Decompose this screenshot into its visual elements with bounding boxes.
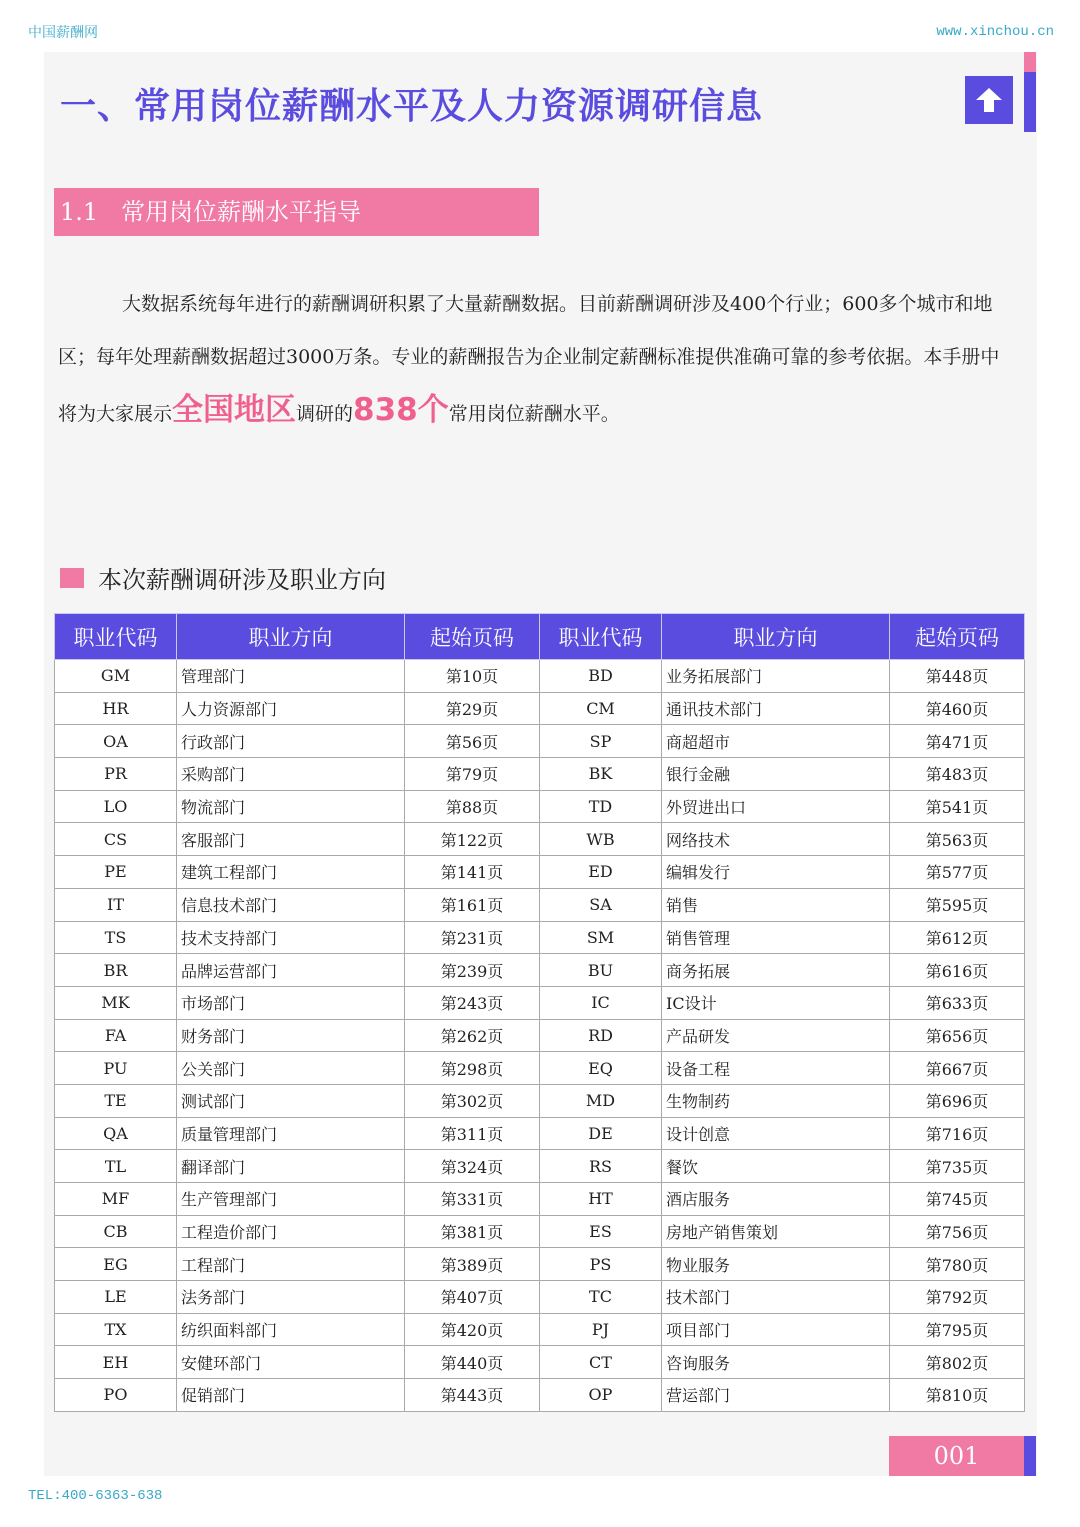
cell-direction: 酒店服务	[662, 1183, 890, 1216]
cell-code: CM	[540, 692, 662, 725]
cell-page: 第810页	[890, 1379, 1025, 1412]
cell-page: 第667页	[890, 1052, 1025, 1085]
table-row	[55, 1084, 1025, 1117]
cell-direction: 通讯技术部门	[662, 692, 890, 725]
cell-code: GM	[55, 660, 177, 693]
cell-code: RS	[540, 1150, 662, 1183]
cell-direction: 银行金融	[662, 758, 890, 791]
cell-page: 第29页	[405, 692, 540, 725]
cell-page: 第802页	[890, 1346, 1025, 1379]
cell-page: 第440页	[405, 1346, 540, 1379]
cell-direction: IC设计	[662, 986, 890, 1019]
cell-page: 第595页	[890, 888, 1025, 921]
cell-code: EH	[55, 1346, 177, 1379]
cell-page: 第716页	[890, 1117, 1025, 1150]
cell-direction: 网络技术	[662, 823, 890, 856]
cell-page: 第239页	[405, 954, 540, 987]
cell-code: MD	[540, 1084, 662, 1117]
cell-code: PU	[55, 1052, 177, 1085]
table-row	[55, 1281, 1025, 1314]
cell-page: 第231页	[405, 921, 540, 954]
cell-direction: 营运部门	[662, 1379, 890, 1412]
cell-code: PS	[540, 1248, 662, 1281]
header-page-2: 起始页码	[890, 614, 1025, 660]
career-direction-table	[54, 613, 1025, 1412]
table-row	[55, 790, 1025, 823]
cell-page: 第262页	[405, 1019, 540, 1052]
cell-page: 第10页	[405, 660, 540, 693]
cell-page: 第612页	[890, 921, 1025, 954]
cell-direction: 技术部门	[662, 1281, 890, 1314]
cell-page: 第448页	[890, 660, 1025, 693]
cell-direction: 生产管理部门	[177, 1183, 405, 1216]
intro-paragraph	[58, 278, 1008, 441]
cell-page: 第161页	[405, 888, 540, 921]
table-row	[55, 1313, 1025, 1346]
decor-bar-pink	[1024, 52, 1036, 72]
cell-direction: 咨询服务	[662, 1346, 890, 1379]
cell-page: 第420页	[405, 1313, 540, 1346]
cell-page: 第443页	[405, 1379, 540, 1412]
cell-direction: 外贸进出口	[662, 790, 890, 823]
cell-code: IC	[540, 986, 662, 1019]
page-number: 001	[889, 1436, 1024, 1476]
cell-code: PO	[55, 1379, 177, 1412]
cell-direction: 生物制药	[662, 1084, 890, 1117]
header-code-1: 职业代码	[55, 614, 177, 660]
cell-code: LE	[55, 1281, 177, 1314]
cell-direction: 测试部门	[177, 1084, 405, 1117]
cell-code: MK	[55, 986, 177, 1019]
cell-code: SM	[540, 921, 662, 954]
table-row	[55, 660, 1025, 693]
cell-direction: 项目部门	[662, 1313, 890, 1346]
cell-page: 第381页	[405, 1215, 540, 1248]
subsection-number: 1.1	[60, 198, 99, 226]
cell-code: PJ	[540, 1313, 662, 1346]
cell-page: 第311页	[405, 1117, 540, 1150]
cell-page: 第407页	[405, 1281, 540, 1314]
table-row	[55, 758, 1025, 791]
cell-page: 第735页	[890, 1150, 1025, 1183]
cell-code: BK	[540, 758, 662, 791]
header-code-2: 职业代码	[540, 614, 662, 660]
intro-text-3: 常用岗位薪酬水平。	[448, 403, 620, 425]
section-heading	[60, 560, 386, 595]
cell-direction: 品牌运营部门	[177, 954, 405, 987]
cell-page: 第745页	[890, 1183, 1025, 1216]
table-row	[55, 1248, 1025, 1281]
cell-direction: 工程造价部门	[177, 1215, 405, 1248]
cell-page: 第460页	[890, 692, 1025, 725]
section-heading-text: 本次薪酬调研涉及职业方向	[98, 566, 386, 594]
cell-code: BU	[540, 954, 662, 987]
cell-page: 第483页	[890, 758, 1025, 791]
cell-page: 第243页	[405, 986, 540, 1019]
cell-page: 第577页	[890, 856, 1025, 889]
cell-direction: 设备工程	[662, 1052, 890, 1085]
cell-direction: 信息技术部门	[177, 888, 405, 921]
decor-bar-purple	[1024, 72, 1036, 132]
table-row	[55, 823, 1025, 856]
table-row	[55, 1346, 1025, 1379]
cell-direction: 业务拓展部门	[662, 660, 890, 693]
cell-code: BD	[540, 660, 662, 693]
header-page-1: 起始页码	[405, 614, 540, 660]
cell-direction: 市场部门	[177, 986, 405, 1019]
cell-direction: 物流部门	[177, 790, 405, 823]
cell-direction: 房地产销售策划	[662, 1215, 890, 1248]
cell-direction: 促销部门	[177, 1379, 405, 1412]
cell-direction: 产品研发	[662, 1019, 890, 1052]
cell-code: PE	[55, 856, 177, 889]
cell-direction: 客服部门	[177, 823, 405, 856]
cell-page: 第324页	[405, 1150, 540, 1183]
cell-page: 第795页	[890, 1313, 1025, 1346]
arrow-up-icon	[974, 85, 1004, 115]
cell-code: OP	[540, 1379, 662, 1412]
cell-page: 第756页	[890, 1215, 1025, 1248]
table-row	[55, 954, 1025, 987]
cell-code: DE	[540, 1117, 662, 1150]
subsection-title: 常用岗位薪酬水平指导	[121, 198, 362, 226]
cell-direction: 销售管理	[662, 921, 890, 954]
cell-code: TX	[55, 1313, 177, 1346]
cell-code: BR	[55, 954, 177, 987]
cell-direction: 管理部门	[177, 660, 405, 693]
table-row	[55, 725, 1025, 758]
cell-code: IT	[55, 888, 177, 921]
cell-direction: 质量管理部门	[177, 1117, 405, 1150]
header-direction-1: 职业方向	[177, 614, 405, 660]
cell-code: QA	[55, 1117, 177, 1150]
back-to-top-button[interactable]	[965, 76, 1013, 124]
cell-code: HT	[540, 1183, 662, 1216]
table-row	[55, 1052, 1025, 1085]
table-row	[55, 1183, 1025, 1216]
cell-code: TL	[55, 1150, 177, 1183]
cell-code: ED	[540, 856, 662, 889]
cell-code: OA	[55, 725, 177, 758]
table-row	[55, 986, 1025, 1019]
site-url[interactable]: www.xinchou.cn	[936, 24, 1054, 40]
table-row	[55, 1150, 1025, 1183]
pink-square-icon	[60, 568, 84, 588]
cell-direction: 采购部门	[177, 758, 405, 791]
telephone: TEL:400-6363-638	[28, 1488, 163, 1504]
cell-page: 第541页	[890, 790, 1025, 823]
cell-page: 第563页	[890, 823, 1025, 856]
cell-page: 第302页	[405, 1084, 540, 1117]
cell-code: WB	[540, 823, 662, 856]
cell-page: 第696页	[890, 1084, 1025, 1117]
cell-direction: 翻译部门	[177, 1150, 405, 1183]
cell-code: CT	[540, 1346, 662, 1379]
header-direction-2: 职业方向	[662, 614, 890, 660]
site-name[interactable]: 中国薪酬网	[28, 25, 98, 41]
cell-code: MF	[55, 1183, 177, 1216]
table-row	[55, 921, 1025, 954]
table-row	[55, 888, 1025, 921]
cell-direction: 销售	[662, 888, 890, 921]
page-title: 一、常用岗位薪酬水平及人力资源调研信息	[60, 85, 764, 127]
cell-direction: 工程部门	[177, 1248, 405, 1281]
cell-direction: 物业服务	[662, 1248, 890, 1281]
table-row	[55, 1215, 1025, 1248]
cell-page: 第389页	[405, 1248, 540, 1281]
cell-page: 第79页	[405, 758, 540, 791]
cell-page: 第633页	[890, 986, 1025, 1019]
intro-highlight-region: 全国地区	[172, 392, 297, 428]
cell-code: TS	[55, 921, 177, 954]
table-row	[55, 692, 1025, 725]
cell-direction: 编辑发行	[662, 856, 890, 889]
cell-page: 第141页	[405, 856, 540, 889]
cell-code: PR	[55, 758, 177, 791]
cell-direction: 餐饮	[662, 1150, 890, 1183]
cell-code: LO	[55, 790, 177, 823]
cell-page: 第656页	[890, 1019, 1025, 1052]
cell-direction: 商务拓展	[662, 954, 890, 987]
intro-text-2: 调研的	[296, 403, 354, 425]
cell-code: FA	[55, 1019, 177, 1052]
table-row	[55, 1117, 1025, 1150]
page-number-bar	[1024, 1436, 1036, 1476]
cell-code: SP	[540, 725, 662, 758]
cell-direction: 法务部门	[177, 1281, 405, 1314]
cell-page: 第56页	[405, 725, 540, 758]
cell-page: 第792页	[890, 1281, 1025, 1314]
table-row	[55, 1019, 1025, 1052]
cell-direction: 纺织面料部门	[177, 1313, 405, 1346]
table-row	[55, 856, 1025, 889]
cell-code: TE	[55, 1084, 177, 1117]
cell-page: 第471页	[890, 725, 1025, 758]
cell-code: RD	[540, 1019, 662, 1052]
table-row	[55, 1379, 1025, 1412]
cell-direction: 设计创意	[662, 1117, 890, 1150]
cell-page: 第88页	[405, 790, 540, 823]
cell-code: ES	[540, 1215, 662, 1248]
cell-code: TD	[540, 790, 662, 823]
cell-direction: 建筑工程部门	[177, 856, 405, 889]
cell-page: 第298页	[405, 1052, 540, 1085]
cell-page: 第122页	[405, 823, 540, 856]
cell-direction: 技术支持部门	[177, 921, 405, 954]
cell-page: 第780页	[890, 1248, 1025, 1281]
intro-text-1: 大数据系统每年进行的薪酬调研积累了大量薪酬数据。目前薪酬调研涉及400个行业；600多个城市和地区；每年处理薪酬数据超过3000万条。专业的薪酬报告为企业制定薪酬标准提供准确可靠的参考依据。本手册中将为大家展示	[58, 293, 1000, 425]
cell-code: EG	[55, 1248, 177, 1281]
cell-code: CB	[55, 1215, 177, 1248]
cell-direction: 公关部门	[177, 1052, 405, 1085]
cell-page: 第616页	[890, 954, 1025, 987]
cell-direction: 商超超市	[662, 725, 890, 758]
table-header-row	[55, 614, 1025, 660]
intro-highlight-count: 838个	[353, 392, 449, 428]
cell-page: 第331页	[405, 1183, 540, 1216]
cell-code: EQ	[540, 1052, 662, 1085]
cell-direction: 行政部门	[177, 725, 405, 758]
cell-code: HR	[55, 692, 177, 725]
cell-direction: 安健环部门	[177, 1346, 405, 1379]
cell-direction: 财务部门	[177, 1019, 405, 1052]
cell-direction: 人力资源部门	[177, 692, 405, 725]
subsection-banner	[54, 188, 539, 236]
cell-code: CS	[55, 823, 177, 856]
cell-code: TC	[540, 1281, 662, 1314]
cell-code: SA	[540, 888, 662, 921]
